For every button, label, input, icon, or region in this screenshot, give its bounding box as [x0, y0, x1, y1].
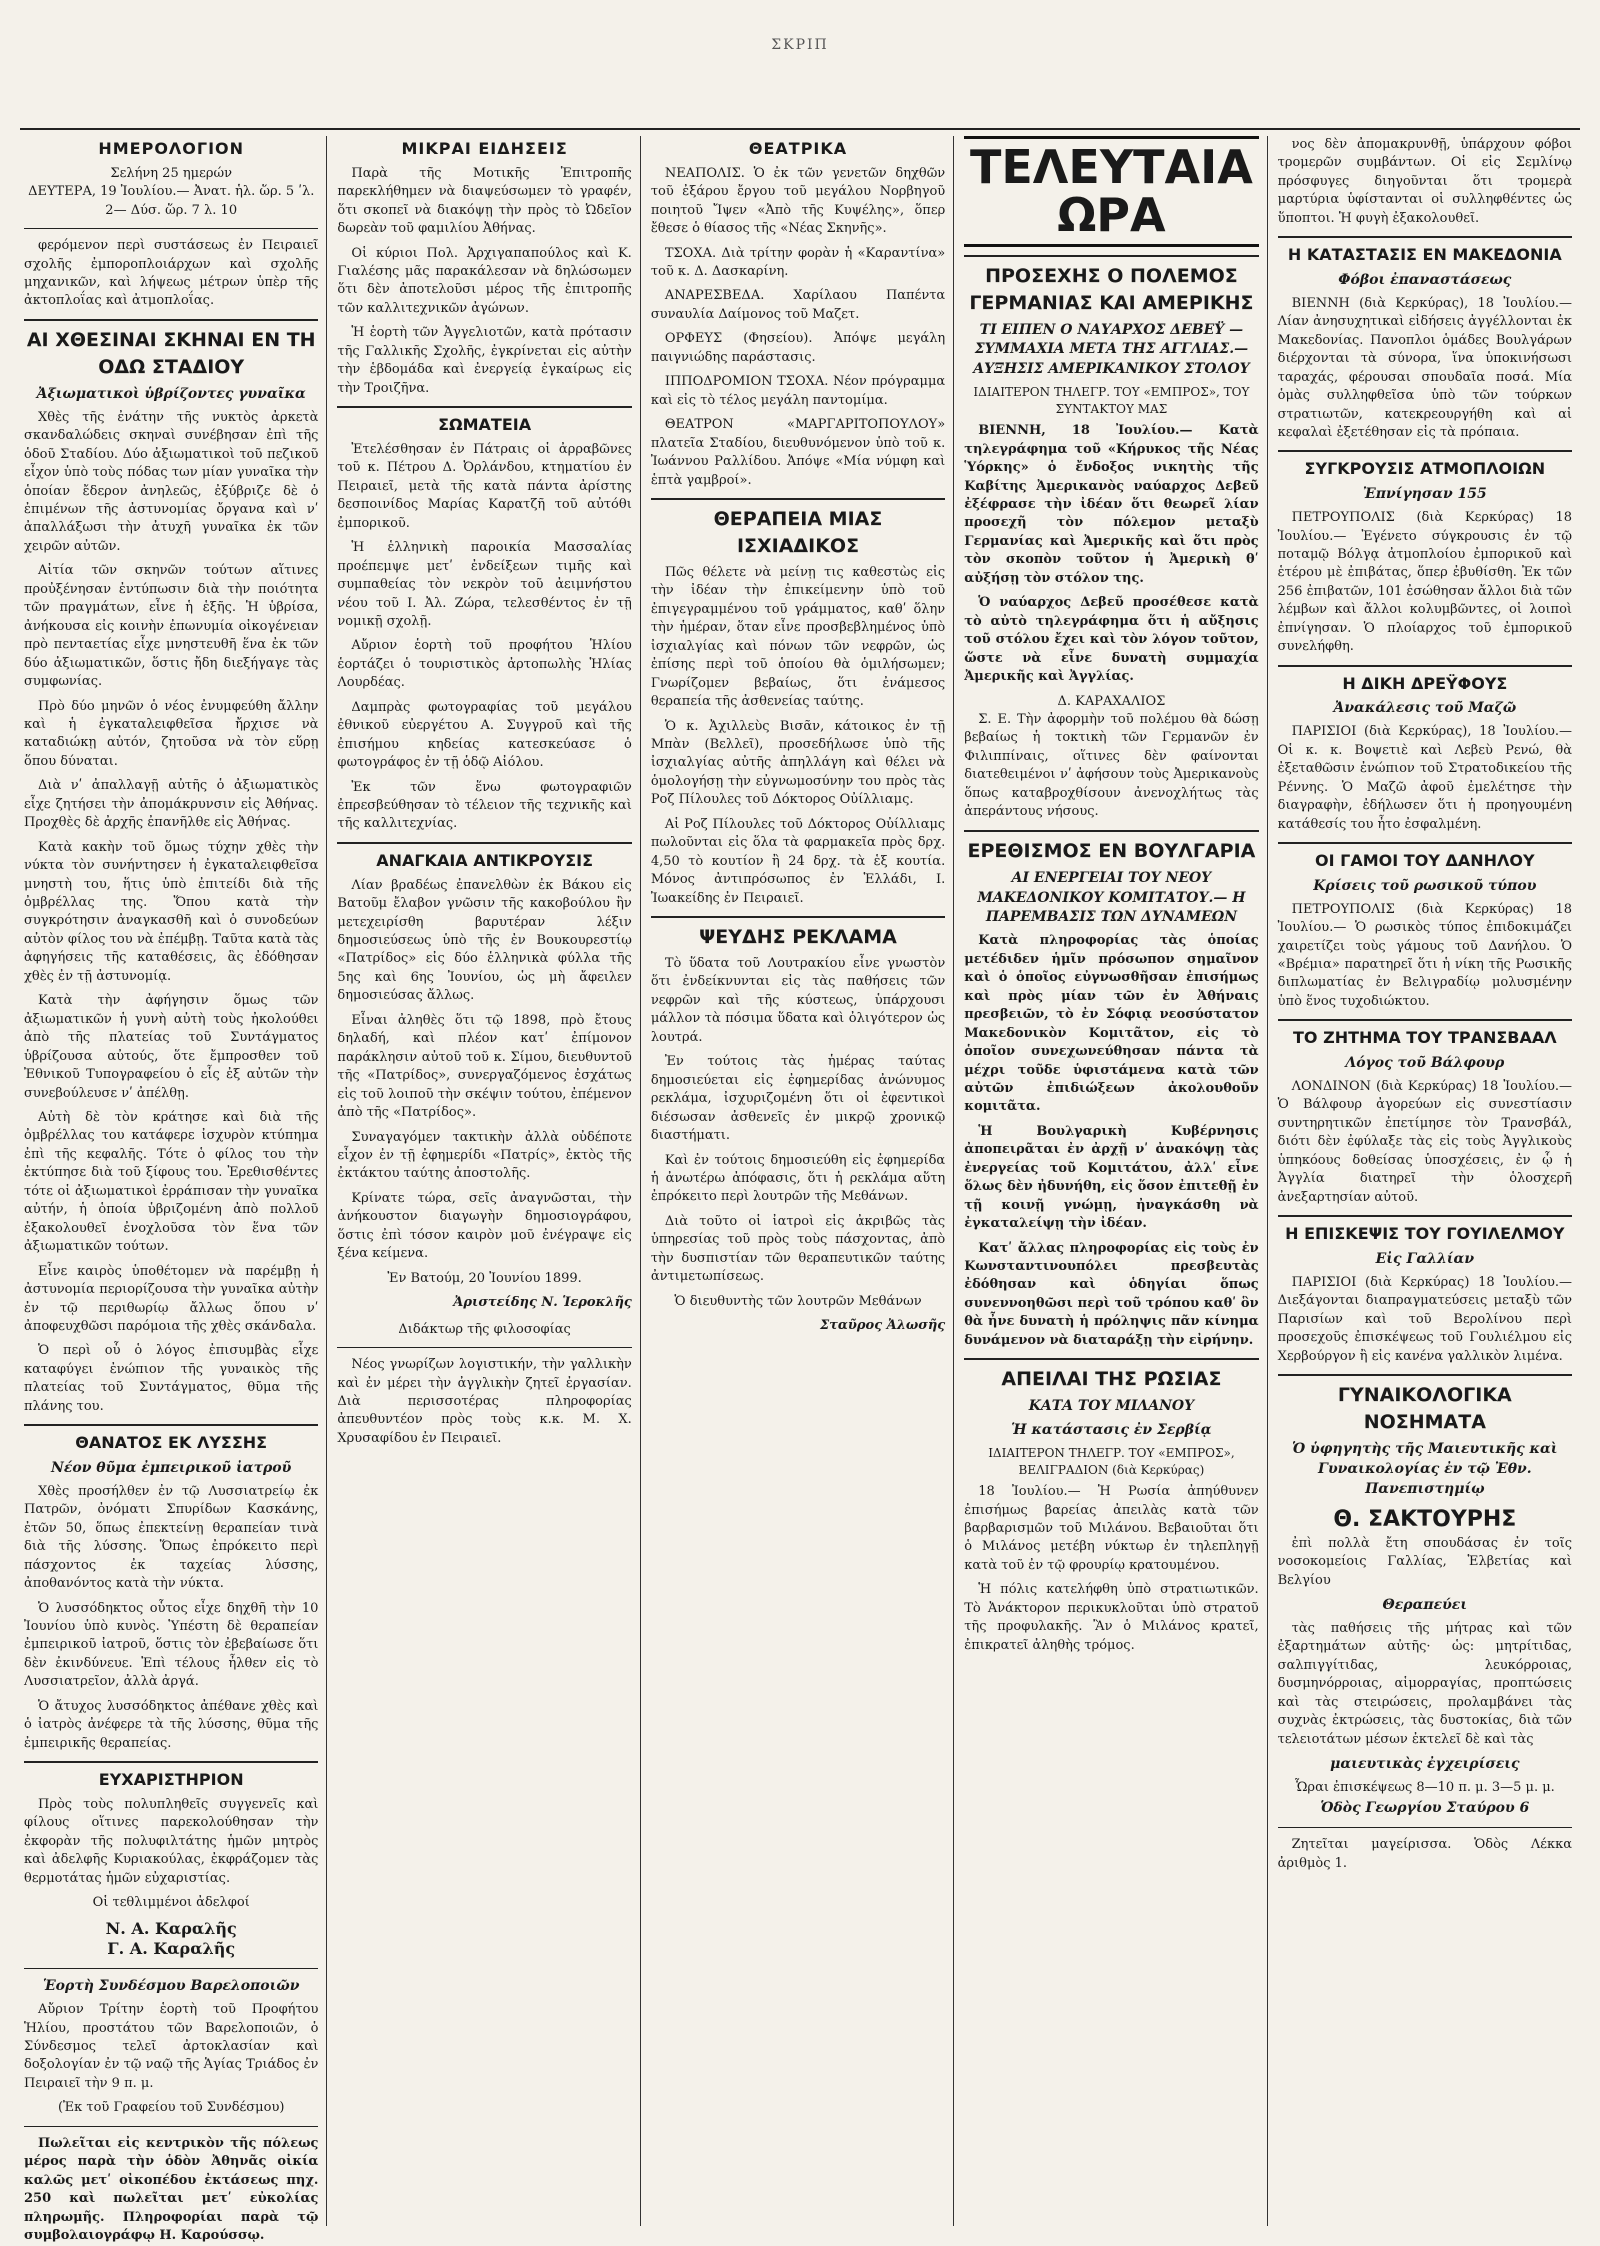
bulgaria-subtitle: ΑΙ ΕΝΕΡΓΕΙΑΙ ΤΟΥ ΝΕΟΥ ΜΑΚΕΔΟΝΙΚΟΥ ΚΟΜΙΤΑΤΟΥ.— Η ΠΑΡΕΜΒΑΣΙΣ ΤΩΝ ΔΥΝΑΜΕΩΝ [977, 869, 1246, 926]
news-item: Παρὰ τῆς Μοτικῆς Ἐπιτροπῆς παρεκλήθημεν νὰ διαψεύσωμεν τὸ γραφέν, ὅτι σκοπεῖ νὰ διακόψῃ τὴν πρὸς τὸ Ὠδεῖον δωρεὰν τοῦ φαμιλίου Ἀθήνας. [337, 165, 632, 237]
news-item: Ἐτελέσθησαν ἐν Πάτραις οἱ ἀρραβῶνες τοῦ κ. Πέτρου Δ. Ὀρλάνδου, κτηματίου ἐν Πειραιεῖ, μετὰ τῆς κατὰ πάντα ἀρίστης δεσποινίδος Μαρίας Καρατζῆ τοῦ αὐτόθι ἐμπορικοῦ. [337, 441, 632, 531]
russia-lead: Ἡ κατάστασις ἐν Σερβίᾳ [1011, 1422, 1212, 1439]
article-stadiou-title: ΑΙ ΧΘΕΣΙΝΑΙ ΣΚΗΝΑΙ ΕΝ ΤΗ ΟΔΩ ΣΤΑΔΙΟΥ [24, 319, 318, 381]
transvaal-title: ΤΟ ΖΗΤΗΜΑ ΤΟΥ ΤΡΑΝΣΒΑΑΛ [1278, 1019, 1572, 1050]
theatre-item: ΤΣΟΧΑ. Διὰ τρίτην φορὰν ἡ «Καραντίνα» τοῦ κ. Δ. Δασκαρίνη. [650, 245, 946, 279]
theatre-item: ΑΝΑΡΕΣΒΕΔΑ. Χαρίλαου Παπέντα συναυλία Δαίμονος τοῦ Μαζετ. [650, 288, 946, 322]
war-paragraph: Ὁ ναύαρχος Δεβεῦ προσέθεσε κατὰ τὸ αὐτὸ τηλεγράφημα ὅτι ἡ αὔξησις τοῦ στόλου ἔχει καὶ τὸν λόγον τοῦτον, ὥστε νὰ εἶνε δυνατὴ συμμαχία Ἀμερικῆς καὶ Ἀγγλίας. [964, 595, 1259, 685]
macedonia-subtitle: Φόβοι ἐπαναστάσεως [1338, 271, 1512, 288]
article-stadiou-subtitle: Ἀξιωματικοὶ ὑβρίζοντες γυναῖκα [36, 385, 306, 402]
divider [337, 1347, 631, 1348]
society-title: ΣΩΜΑΤΕΙΑ [337, 406, 631, 437]
article-paragraph: Πρὸ δύο μηνῶν ὁ νέος ἐνυμφεύθη ἄλλην καὶ ἡ ἐγκαταλειφθεῖσα ἤρχισε νὰ καταδιώκῃ αὐτόν, ζητοῦσα νὰ τὸν εὕρῃ ὅπου δύναται. [24, 698, 319, 769]
false-advert-paragraph: Ἐν τούτοις τὰς ἡμέρας ταύτας δημοσιεύεται εἰς ἐφημερίδας ἀνώνυμος ρεκλάμα, ἰσχυριζομένη ὅτι οἱ ἐφεντικοὶ διέσωσαν ἀσθενεῖς ἐν μικρῷ χρονικῷ διαστήματι. [650, 1054, 946, 1144]
news-item: Δαμπρὰς φωτογραφίας τοῦ μεγάλου ἐθνικοῦ εὐεργέτου Α. Συγγροῦ καὶ τῆς ἐπισήμου κηδείας κατεσκεύασε ὁ φωτογράφος ἐν τῇ ὁδῷ Αἰόλου. [337, 699, 632, 771]
article-rabies-subtitle: Νέον θῦμα ἐμπειρικοῦ ἰατροῦ [51, 1459, 292, 1476]
false-advert-paragraph: Καὶ ἐν τούτοις δημοσιεύθη εἰς ἐφημερίδα ἡ ἀνωτέρω ἀπόφασις, ὅτι ἡ ρεκλάμα αὕτη ἐπρόκειτο περὶ λουτρῶν τῆς Μεθάνων. [650, 1152, 946, 1205]
gynecology-ad-title: ΓΥΝΑΙΚΟΛΟΓΙΚΑ ΝΟΣΗΜΑΤΑ [1278, 1374, 1572, 1436]
theatre-item: ΙΠΠΟΔΡΟΜΙΟΝ ΤΣΟΧΑ. Νέον πρόγραμμα καὶ εἰς τὸ τέλος μεγάλη παντομίμα. [650, 374, 946, 408]
column-4 [964, 136, 1267, 2226]
russia-dateline: ΙΔΙΑΙΤΕΡΟΝ ΤΗΛΕΓΡ. ΤΟΥ «ΕΜΠΡΟΣ», ΒΕΛΙΓΡΑΔΙΟΝ (διὰ Κερκύρας) [988, 1446, 1235, 1478]
thanks-notice-names [24, 1919, 318, 1961]
rebuttal-paragraph: Κρίνατε τώρα, σεῖς ἀναγνῶσται, τὴν ἀνήκουστον διαγωγὴν δημοσιογράφου, ὅστις ἐπὶ τόσον καιρὸν μοῦ ἐνέγραψε εἰς ξένα κείμενα. [337, 1190, 632, 1262]
article-paragraph: Κατὰ κακὴν τοῦ ὅμως τύχην χθὲς τὴν νύκτα τὸν συνήντησεν ἡ ἐγκαταλειφθεῖσα μνηστὴ του, ἥτις ὑπὸ ἐπιτείδι διὰ τῆς ὀμβρέλλας της. Ὅπου κατὰ τὴν συγκρότησιν ἀναγκασθῆ καὶ ὁ συνοδεύων αὐτὸν φίλος του νὰ ἐπέμβῃ. Ταῦτα κατὰ τὰς ἀφηγήσεις τῆς καταθέσεις, ἃς ἐδόθησαν χθὲς ἐν τῇ ἀστυνομίᾳ. [24, 839, 319, 984]
gynecology-ad-list: τὰς παθήσεις τῆς μήτρας καὶ τῶν ἐξαρτημάτων αὐτῆς· ὡς: μητρίτιδας, σαλπιγγίτιδας, λευκόρροιας, δυσμηνόρροιας, αἱμορραγίας, προπτώσεις καὶ τὰς στειρώσεις, προλαμβάνει τὰς συχνὰς ἐκτρώσεις, τὰς δυστοκίας, διὰ τῶν τελειοτάτων μέσων ἐκτελεῖ δὲ καὶ τὰς [1277, 1620, 1573, 1747]
rebuttal-signature-role: Διδάκτωρ τῆς φιλοσοφίας [398, 1321, 571, 1337]
thanks-notice-text: Πρὸς τοὺς πολυπληθεῖς συγγενεῖς καὶ φίλους οἵτινες παρεκολούθησαν τὴν ἐκφορὰν τῆς πολυφιλτάτης ἡμῶν μητρὸς καὶ ἀδελφῆς Κυριακούλας, ἐκφράζομεν τὰς θερμοτάτας ἡμῶν εὐχαριστίας. [24, 1796, 319, 1886]
bulgaria-title: ΕΡΕΘΙΣΜΟΣ ΕΝ ΒΟΥΛΓΑΡΙΑ [964, 830, 1258, 865]
bulgaria-paragraph: Κατὰ πληροφορίας τὰς ὁποίας μετέδιδεν ἡμῖν πρόσωπον σημαῖνον καὶ ὁ ὁποῖος εὐγνωσθῆσαν ἐπισήμως καὶ πρὸς μίαν τῶν ἐν Ἀθήναις πρεσβειῶν, τὸ ἐν Σόφιᾳ νεοσύστατον Μακεδονικὸν Κομιτᾶτον, εἰς τὸ ὁποῖον συνεχωνεύθησαν πάντα τὰ μέχρι τοῦδε ὑφιστάμενα κατὰ τῶν αὐτῶν ἐπιδιώξεων ἀκολουθοῦν κομιτᾶτα. [964, 933, 1259, 1115]
news-item: Ἡ ἑλληνικὴ παροικία Μασσαλίας προέπεμψε μετʹ ἐνδείξεων τιμῆς καὶ συμπαθείας τὸν νεκρὸν τοῦ ἀειμνήστου νέου τοῦ Ι. Ἀλ. Ζώρα, τελεσθέντος ἐν τῇ νομικῇ σχολῇ. [337, 540, 632, 629]
news-item: Ἐκ τῶν ἕνω φωτογραφιῶν ἐπρεσβεύθησαν τὸ τέλειον τῆς τεχνικῆς καὶ τῆς καλλιτεχνίας. [337, 779, 632, 832]
wilhelm-subtitle: Εἰς Γαλλίαν [1375, 1250, 1475, 1267]
theatre-title: ΘΕΑΤΡΙΚΑ [748, 139, 848, 158]
article-paragraph: Κατὰ τὴν ἀφήγησιν ὅμως τῶν ἀξιωματικῶν ἡ γυνὴ αὐτὴ τοὺς ἠκολούθει ἀπὸ τῆς πλατείας τοῦ Συντάγματος ὑβρίζουσα αὐτούς, ὅτε ἔμπροσθεν τοῦ Ἐθνικοῦ Τυπογραφείου ὁ εἷς ἐξ αὐτῶν τὴν συνεβούλευσε νʹ ἀπέλθῃ. [24, 993, 319, 1101]
wilhelm-title: Η ΕΠΙΣΚΕΨΙΣ ΤΟΥ ΓΟΥΙΛΕΛΜΟΥ [1278, 1215, 1572, 1246]
article-paragraph: Χθὲς τῆς ἐνάτην τῆς νυκτὸς ἀρκετὰ σκανδαλώδεις σκηναὶ συνέβησαν ἐπὶ τῆς ὁδοῦ Σταδίου. Δύο ἀξιωματικοὶ τοῦ πεζικοῦ εἶχον ὑπὸ τοὺς πόδας των μίαν γυναῖκα τὴν ὁποίαν ἔδερον ἀνηλεῶς, ἐξύβριζε δὲ ὁ ἐπιμένων τῆς ἀστυνομίας ὄργανα καὶ νʹ ἀπαλλάξωσι τὴν ἀτυχῆ γυναῖκα ἐκ τῶν χειρῶν αὐτῶν. [24, 409, 319, 554]
war-title: ΠΡΟΣΕΧΗΣ Ο ΠΟΛΕΜΟΣ ΓΕΡΜΑΝΙΑΣ ΚΑΙ ΑΜΕΡΙΚΗΣ [964, 255, 1258, 317]
macedonia-paragraph: ΒΙΕΝΝΗ (διὰ Κερκύρας), 18 Ἰουλίου.— Λίαν ἀνησυχητικαὶ εἰδήσεις ἀγγέλλονται ἐκ Μακεδονίας. Πανοπλοι ὁμάδες Βουλγάρων διέρχονται τὰ σύνορα, ἵνα ὑποκινήσωσι ταραχάς, φέρουσαι σπουδαῖα ποσά. Μία ὁμὰς συλληφθεῖσα ὑπὸ τῶν τούρκων στρατιωτῶν, κατεκρεουργήθη καὶ αἱ κεφαλαὶ ἐξετέθησαν εἰς τὰ πρόπαια. [1277, 295, 1573, 441]
russia-paragraph: 18 Ἰουλίου.— Ἡ Ρωσία ἀπηύθυνεν ἐπισήμως βαρείας ἀπειλὰς κατὰ τῶν βαρβαρισμῶν τοῦ Μιλάνου. Βεβαιοῦται ὅτι ὁ Μιλάνος μετέβη νύκτωρ ἐν τηλεπληγῇ κατὰ τοῦ ἐν τῷ φρουρίῳ κρατουμένου. [964, 1484, 1259, 1573]
sciatica-title: ΘΕΡΑΠΕΙΑ ΜΙΑΣ ΙΣΧΙΑΔΙΚΟΣ [651, 498, 945, 560]
gynecology-ad-subtitle: Ὁ ὑφηγητὴς τῆς Μαιευτικῆς καὶ Γυναικολογίας ἐν τῷ Ἐθν. Πανεπιστημίῳ [1292, 1440, 1558, 1497]
signatory-name: Ν. Α. Καραλῆς [105, 1918, 237, 1938]
macedonia-title: Η ΚΑΤΑΣΤΑΣΙΣ ΕΝ ΜΑΚΕΔΟΝΙΑ [1278, 236, 1572, 267]
collision-title: ΣΥΓΚΡΟΥΣΙΣ ΑΤΜΟΠΛΟΙΩΝ [1278, 450, 1572, 481]
theatre-item: ΟΡΦΕΥΣ (Φησείου). Ἀπόψε μεγάλη παιγνιώδης παράστασις. [650, 331, 946, 365]
newspaper-columns [24, 136, 1580, 2244]
gynecology-ad-surgery: μαιευτικὰς ἐγχειρίσεις [1330, 1756, 1520, 1773]
false-advert-signature: Σταῦρος Ἀλωσῆς [819, 1318, 946, 1334]
almanac-text: φερόμενον περὶ συστάσεως ἐν Πειραιεῖ σχολῆς ἐμποροπλοιάρχων καὶ σχολῆς μηχανικῶν, καὶ λήψεως μέτρων ὑπὲρ τῆς ἀκτοπλοΐας καὶ ἀτμοπλοΐας. [24, 238, 319, 309]
news-item: Αὔριον ἑορτὴ τοῦ προφήτου Ἡλίου ἑορτάζει ὁ τουριστικὸς ἀρτοπωλὴς Ἡλίας Λουρδέας. [337, 638, 632, 691]
war-editor-note: Σ. Ε. Τὴν ἀφορμὴν τοῦ πολέμου θὰ δώσῃ βεβαίως ἡ τοκτικὴ τῶν Γερμανῶν ἐν Φιλιππίναις, οἵτινες δὲν φαίνονται διατεθειμένοι νʹ ἀφήσουν τοὺς Ἀμερικανοὺς ὅπως καταβροχθίσουν ἀνενοχλήτως τὰς ἀπεράντους νήσους. [964, 712, 1259, 820]
signatory-name: Γ. Α. Καραλῆς [107, 1939, 236, 1959]
false-advert-title: ΨΕΥΔΗΣ ΡΕΚΛΑΜΑ [651, 916, 945, 951]
gynecology-ad-treats: Θεραπεύει [1382, 1597, 1468, 1614]
almanac-line-1: Σελήνη 25 ημερών [110, 165, 232, 181]
rebuttal-title: ΑΝΑΓΚΑΙΑ ΑΝΤΙΚΡΟΥΣΙΣ [337, 842, 631, 873]
cook-wanted-ad: Ζητεῖται μαγείρισσα. Ὁδὸς Λέκκα ἀριθμὸς 1. [1277, 1837, 1573, 1871]
news-item: Ἡ ἑορτὴ τῶν Ἀγγελιοτῶν, κατὰ πρότασιν τῆς Γαλλικῆς Σχολῆς, ἐγκρίνεται εἰς αὐτὴν τὴν ἑβδομάδα καὶ ἐνεργείᾳ ἐγκαίρως εἰς τὴν Τροιζῆνα. [337, 325, 632, 396]
dreyfus-title: Η ΔΙΚΗ ΔΡΕΫΦΟΥΣ [1278, 665, 1572, 696]
danilo-title: ΟΙ ΓΑΜΟΙ ΤΟΥ ΔΑΝΗΛΟΥ [1278, 842, 1572, 873]
short-news-title: ΜΙΚΡΑΙ ΕΙΔΗΣΕΙΣ [401, 139, 568, 158]
gynecology-ad-hours: Ὧραι ἐπισκέψεως 8—10 π. μ. 3—5 μ. μ. [1294, 1780, 1555, 1796]
transvaal-paragraph: ΛΟΝΔΙΝΟΝ (διὰ Κερκύρας) 18 Ἰουλίου.— Ὁ Βάλφουρ ἀγορεύων εἰς συνεστίασιν συντηρητικῶν ἐπετίμησε τὸν Τρανσβάλ, διότι δὲν ἐφύλαξε τὰς εἰς τοὺς Ἀγγλικοὺς ὑπηκόους δοθείσας ὑποσχέσεις, ἐν ᾧ ἡ Ἀγγλία διατηρεῖ τὴν ὁλοσχερῆ ἀνεξαρτησίαν αὐτοῦ. [1277, 1078, 1573, 1205]
continued-text: νος δὲν ἀπομακρυνθῇ, ὑπάρχουν φόβοι τρομερῶν συμβάντων. Οἱ εἰς Σεμλίνῳ πρόσφυγες διηγοῦνται ὅτι τρομερὰ μαρτύρια ὑφίστανται οἱ συλληφθέντες ὡς ὕποπτοι. Ἡ φυγὴ ἐξακολουθεῖ. [1277, 137, 1573, 226]
rebuttal-paragraph: Συναγαγόμεν τακτικὴν ἀλλὰ οὐδέποτε εἶχον ἐν τῇ ἐφημερίδι «Πατρίς», ἐκτὸς τῆς ἐκτάκτου ταύτης ἀποστολῆς. [337, 1129, 632, 1182]
russia-title: ΑΠΕΙΛΑΙ ΤΗΣ ΡΩΣΙΑΣ [964, 1358, 1258, 1393]
thanks-notice-title: ΕΥΧΑΡΙΣΤΗΡΙΟΝ [24, 1761, 318, 1792]
almanac-line-2: ΔΕΥΤΕΡΑ, 19 Ἰουλίου.— Ἀνατ. ἡλ. ὥρ. 5 ʹλ. 2— Δύσ. ὥρ. 7 λ. 10 [28, 184, 315, 218]
divider [24, 2126, 318, 2127]
danilo-paragraph: ΠΕΤΡΟΥΠΟΛΙΣ (διὰ Κερκύρας) 18 Ἰουλίου.— Ὁ ρωσικὸς τύπος ἐπιδοκιμάζει χαιρετίζει τοὺς γάμους τοῦ Δανήλου. Ὁ «Βρέμια» παρατηρεῖ ὅτι ἡ νίκη τῆς Ρωσικῆς διπλωματίας ἐν Βελιγραδίῳ μολυσμένην ὑπὸ ἕνος τυχοδιώκτου. [1277, 901, 1573, 1009]
bulgaria-paragraph: Κατʹ ἄλλας πληροφορίας εἰς τοὺς ἐν Κωνσταντινουπόλει πρεσβευτὰς ἐδόθησαν καὶ ὁδηγίαι ὅπως συνεννοηθῶσι περὶ τοῦ τρόπου καθʹ ὃν θὰ ἦνε δυνατὴ ἡ πρόληψις πᾶν κίνημα δυνάμενον νὰ διαταράξῃ τὴν εἰρήνην. [964, 1240, 1259, 1348]
war-subtitle: ΤΙ ΕΙΠΕΝ Ο ΝΑΥΑΡΧΟΣ ΔΕΒΕΫ — ΣΥΜΜΑΧΙΑ ΜΕΤΑ ΤΗΣ ΑΓΓΛΙΑΣ.— ΑΥΞΗΣΙΣ ΑΜΕΡΙΚΑΝΙΚΟΥ ΣΤΟΛΟΥ [973, 321, 1250, 378]
gynecology-ad-doctor: Θ. ΣΑΚΤΟΥΡΗΣ [1333, 1506, 1517, 1532]
divider [1278, 1827, 1572, 1828]
rebuttal-paragraph: Λίαν βραδέως ἐπανελθὼν ἐκ Βάκου εἰς Βατοῦμ ἔλαβον γνῶσιν τῆς κακοβούλου ἣν μετεχειρίσθη βαρυτέραν λέξιν δημοσιεύσεως ὑπὸ τῆς ἐν Βουκουρεστίῳ «Πατρίδος» εἰς δύο ἑλληνικὰ φύλλα τῆς 5ης καὶ 6ης Ἰουνίου, ὡς μὴ ἄφειλεν δημοσιεύσας ἄλλως. [337, 877, 632, 1004]
article-paragraph: Αὐτὴ δὲ τὸν κράτησε καὶ διὰ τῆς ὀμβρέλλας του κατάφερε ἰσχυρὸν κτύπημα ἐπὶ τῆς κεφαλῆς. Τότε ὁ φίλος του τὴν ἐκτύπησε διὰ τοῦ ξίφους του. Ἐρεθισθέντες τότε οἱ ἀξιωματικοὶ ἐρράπισαν τὴν γυναῖκα αὐτήν, ἡ ὁποία ὑβριζομένη ἀπὸ πολλοῦ ἐξακολουθεῖ ἐνοχλοῦσα τὸν ἕνα τῶν ἀξιωματικῶν τούτων. [24, 1110, 319, 1255]
rebuttal-paragraph: Εἶναι ἀληθὲς ὅτι τῷ 1898, πρὸ ἔτους δηλαδή, καὶ πλέον κατʹ ἐπίμονον παράκλησιν αὐτοῦ τοῦ κ. Σίμου, διευθυντοῦ τῆς «Πατρίδος», συνεργαζόμενος ἐσχάτως εἰς τοῦ λοιποῦ τὴν σκέψιν τούτου, ἐπέμενον ἀπὸ τῆς «Πατρίδος». [337, 1012, 632, 1121]
sciatica-paragraph: Ὁ κ. Ἀχιλλεὺς Βισᾶν, κάτοικος ἐν τῇ Μπὰν (Βελλεῖ), προσεδήλωσε ὑπὸ τῆς ἰσχιαλγίας αὐτῆς ἀπηλλάγη καὶ θέλει νὰ ὁμολογήσῃ τὴν εὐγνωμοσύνην του πρὸς τὰς Ροζ Πίλουλες τοῦ Δόκτορος Οὐίλλιαμς. [650, 718, 946, 808]
sciatica-paragraph: Αἱ Ροζ Πίλουλες τοῦ Δόκτορος Οὐίλλιαμς πωλοῦνται εἰς ὅλα τὰ φαρμακεῖα πρὸς δρχ. 4,50 τὸ κουτίον ἢ 24 δρχ. τὰ ἑξ κουτία. Μόνος ἀντιπρόσωπος ἐν Ἑλλάδι, Ι. Ἰωακείδης ἐν Πειραιεῖ. [650, 816, 946, 906]
article-paragraph: Ὁ περὶ οὗ ὁ λόγος ἐπισυμβὰς εἶχε καταφύγει ἐνώπιον τῆς γυναικὸς τῆς πλατείας τοῦ Συντάγματος, θῦμα τῆς πλάνης του. [24, 1343, 319, 1414]
danilo-subtitle: Κρίσεις τοῦ ρωσικοῦ τύπου [1313, 877, 1537, 894]
sciatica-paragraph: Πῶς θέλετε νὰ μείνῃ τις καθεστὼς εἰς τὴν ἰδέαν τὴν ἐπικείμενην ὑπὸ τοῦ ἐπιγεγραμμένου τοῦ γράμματος, καθʹ ὅλην τὴν ἡμέραν, ὅταν εἶνε προσβεβλημένος ὑπὸ ἰσχιαλγίας καὶ πόνων τῶν νεφρῶν, ὡς ἐπίσης περὶ τοῦ ὁποίου θὰ ὁμιλήσωμεν; Γνωρίζομεν βεβαίως, ὅτι ἐνάμεσος θεραπεία τῆς ἀσθενείας ταύτης. [650, 564, 946, 710]
dreyfus-paragraph: ΠΑΡΙΣΙΟΙ (διὰ Κερκύρας), 18 Ἰουλίου.— Οἱ κ. κ. Βοψετιὲ καὶ Λεβεὺ Ρενώ, θὰ ἐξεταθῶσιν ἐνώπιον τοῦ Στρατοδικείου τῆς Ρέννης. Ὁ Μαζῶ ἀφοῦ ἐμελέτησε τὴν διαγραφὴν, ἐδήλωσεν ὅτι ἡ προηγουμένη κατάθεσίς του ἦτο ἐσφαλμένη. [1277, 724, 1573, 832]
gynecology-ad-text: ἐπὶ πολλὰ ἔτη σπουδάσας ἐν τοῖς νοσοκομείοις Γαλλίας, Ἑλβετίας καὶ Βελγίου [1277, 1535, 1573, 1588]
job-seeker-ad: Νέος γνωρίζων λογιστικήν, τὴν γαλλικὴν καὶ ἐν μέρει τὴν ἀγγλικὴν ζητεῖ ἐργασίαν. Διὰ περισσοτέρας πληροφορίας ἀπευθυντέον πρὸς τοὺς κ.κ. Μ. Χ. Χρυσαφίδου ἐν Πειραιεῖ. [337, 1357, 632, 1446]
article-paragraph: Εἶνε καιρὸς ὑποθέτομεν νὰ παρέμβῃ ἡ ἀστυνομία περιορίζουσα τὴν γυναῖκα αὐτὴν ἐν τῷ περιθωρίῳ ἄλλως ὅπου νʹ ἀποφευχθῶσι παρόμοια τῆς χθὲς σκάνδαλα. [24, 1263, 319, 1334]
war-dateline: ΙΔΙΑΙΤΕΡΟΝ ΤΗΛΕΓΡ. ΤΟΥ «ΕΜΠΡΟΣ», ΤΟΥ ΣΥΝΤΑΚΤΟΥ ΜΑΣ [973, 385, 1250, 417]
false-advert-paragraph: Τὸ ὕδατα τοῦ Λουτρακίου εἶνε γνωστὸν ὅτι ἐνδείκνυνται εἰς τὰς παθήσεις τῶν νεφρῶν καὶ τῆς κύστεως, ὑπάρχουσι μάλλον τὰ πόσιμα ὕδατα καὶ ὀλιγότερον ὡς λουτρά. [650, 956, 946, 1045]
barrel-makers-text: Αὔριον Τρίτην ἑορτὴ τοῦ Προφήτου Ἡλίου, προστάτου τῶν Βαρελοποιῶν, ὁ Σύνδεσμος τελεῖ ἀρτοκλασίαν καὶ δοξολογίαν ἐν τῷ ναῷ τῆς Ἁγίας Τριάδος ἐν Πειραιεῖ τὴν 9 π. μ. [24, 2002, 319, 2091]
gynecology-ad-address: Ὁδὸς Γεωργίου Σταύρου 6 [1320, 1800, 1530, 1817]
transvaal-subtitle: Λόγος τοῦ Βάλφουρ [1345, 1055, 1505, 1072]
page-header-mark: ΣΚΡΙΠ [771, 37, 829, 53]
property-sale-ad: Πωλεῖται εἰς κεντρικὸν τῆς πόλεως μέρος παρὰ τὴν ὁδὸν Ἀθηνᾶς οἰκία καλῶς μετʹ οἰκοπέδου ἐκτάσεως πηχ. 250 καὶ πωλεῖται μετʹ εὐκολίας πληρωμῆς. Πληροφορίαι παρὰ τῷ συμβολαιογράφῳ Η. Καρούσσῳ. [24, 2135, 319, 2244]
wilhelm-paragraph: ΠΑΡΙΣΙΟΙ (διὰ Κερκύρας) 18 Ἰουλίου.— Διεξάγονται διαπραγματεύσεις μεταξὺ τῶν Παρισίων καὶ τοῦ Βερολίνου περὶ προσεχοῦς ἐπισκέψεως τοῦ Γουλιέλμου εἰς Χερβούργον ἢ εἰς κανένα γαλλικὸν λιμένα. [1277, 1274, 1573, 1364]
dreyfus-subtitle: Ἀνακάλεσις τοῦ Μαζῶ [1333, 700, 1517, 717]
rebuttal-date: Ἐν Βατούμ, 20 Ἰουνίου 1899. [387, 1270, 582, 1286]
theatre-item: ΝΕΑΠΟΛΙΣ. Ὁ ἐκ τῶν γενετῶν δηχθῶν τοῦ ἐξάρου ἔργου τοῦ μεγάλου Νορβηγοῦ ποιητοῦ Ἴψεν «Ἀπὸ τῆς Κυψέλης», ὅπερ ἔθεσε ὁ θίασος τῆς «Νέας Σκηνῆς». [650, 165, 946, 237]
false-advert-signoff: Ὁ διευθυντὴς τῶν λουτρῶν Μεθάνων [674, 1293, 922, 1309]
article-paragraph: Χθὲς προσήλθεν ἐν τῷ Λυσσιατρείῳ ἐκ Πατρῶν, ὀνόματι Σπυρίδων Κασκάνης, ἐτῶν 50, ὅπως ἐπεκτείνῃ θεραπείαν τινὰ διὰ τῆς λύσσης. Ὅπως ἐπρόκειτο περὶ πάσχοντος ἐκ ταχείας λύσσης, ἀποθανόντος κατὰ τὴν νύκτα. [24, 1483, 319, 1592]
collision-paragraph: ΠΕΤΡΟΥΠΟΛΙΣ (διὰ Κερκύρας) 18 Ἰουλίου.— Ἐγένετο σύγκρουσις ἐν τῷ ποταμῷ Βόλγᾳ ἀτμοπλοίου ἐμπορικοῦ καὶ ἑτέρου μὲ ἐπιβάτας, ὅπερ ἐβυθίσθη. Ἐκ τῶν 256 ἐπιβατῶν, 101 ἐσώθησαν ἄλλοι διὰ τῶν λέμβων καὶ ἄλλοι κολυμβῶντες, οἱ λοιποὶ ἐπνίγησαν. Ὁ πλοίαρχος τοῦ ἐμπορικοῦ συνελήφθη. [1277, 510, 1573, 655]
barrel-makers-title: Ἑορτὴ Συνδέσμου Βαρελοποιῶν [42, 1978, 300, 1995]
thanks-notice-signoff: Οἱ τεθλιμμένοι ἀδελφοί [92, 1895, 250, 1911]
article-rabies-title: ΘΑΝΑΤΟΣ ΕΚ ΛΥΣΣΗΣ [24, 1424, 318, 1455]
collision-subtitle: Ἐπνίγησαν 155 [1362, 486, 1487, 503]
article-paragraph: Διὰ νʹ ἀπαλλαγῇ αὐτῆς ὁ ἀξιωματικὸς εἶχε ζητήσει τὴν ἀπομάκρυνσιν εἰς Ἀθήνας. Προχθὲς δὲ ἀρχῆς ἐπανῆλθε εἰς Ἀθήνας. [24, 778, 319, 831]
column-2 [337, 136, 640, 2226]
column-5 [1278, 136, 1580, 2226]
top-rule [20, 128, 1580, 130]
russia-paragraph: Ἡ πόλις κατελήφθη ὑπὸ στρατιωτικῶν. Τὸ Ἀνάκτορον περικυκλοῦται ὑπὸ στρατοῦ τῆς προφυλακῆς. Ἂν ὁ Μιλάνος κρατεῖ, ἐπικρατεῖ ἀληθὴς τρόμος. [964, 1582, 1259, 1653]
almanac-title: ΗΜΕΡΟΛΟΓΙΟΝ [98, 139, 245, 158]
last-hour-banner: ΤΕΛΕΥΤΑΙΑ ΩΡΑ [964, 136, 1258, 247]
divider [24, 228, 318, 229]
barrel-makers-source: (Ἐκ τοῦ Γραφείου τοῦ Συνδέσμου) [57, 2100, 285, 2116]
column-1 [24, 136, 327, 2244]
false-advert-paragraph: Διὰ τοῦτο οἱ ἰατροὶ εἰς ἀκριβῶς τὰς ὑπηρεσίας τοῦ πρὸς τοὺς πάσχοντας, ἀπὸ τὴν δυσπιστίαν τῶν θεραπευτικῶν ταύτης ἀντιμετωπίσεως. [650, 1213, 946, 1285]
russia-subtitle: ΚΑΤΑ ΤΟΥ ΜΙΛΑΝΟΥ [1028, 1398, 1195, 1415]
article-paragraph: Ὁ ἄτυχος λυσσόδηκτος ἀπέθανε χθὲς καὶ ὁ ἰατρὸς ἀνέφερε τὰ τῆς λύσσης, θῦμα τῆς ἐμπειρικῆς θεραπείας. [24, 1698, 319, 1751]
theatre-item: ΘΕΑΤΡΟΝ «ΜΑΡΓΑΡΙΤΟΠΟΥΛΟΥ» πλατεῖα Σταδίου, διευθυνόμενον ὑπὸ τοῦ κ. Ἰωάννου Ραλλίδου. Ἀπόψε «Μία νύμφη καὶ ἑπτὰ γαμβροί». [650, 417, 946, 488]
war-signature: Δ. ΚΑΡΑΧΑΛΙΟΣ [1057, 693, 1166, 709]
divider [24, 1968, 318, 1969]
column-3 [651, 136, 954, 2226]
page-header [0, 0, 1600, 90]
article-paragraph: Ὁ λυσσόδηκτος οὗτος εἶχε δηχθῆ τὴν 10 Ἰουνίου ὑπὸ κυνὸς. Ὑπέστη δὲ θεραπείαν ἐμπειρικοῦ ἰατροῦ, ὅστις τὸν ἐβεβαίωσε ὅτι δὲν ἐκινδύνευε. Ἐπὶ τέλους ἦλθεν εἰς τὸ Λυσσιατρεῖον, ἀλλὰ ἀργά. [24, 1600, 319, 1690]
news-item: Οἱ κύριοι Πολ. Ἀρχιγαπαπούλος καὶ Κ. Γιαλέσης μᾶς παρακάλεσαν νὰ δηλώσωμεν ὅτι δὲν ἀποτελοῦσι μέρος τῆς ἐπιτροπῆς τῶν καλλιτεχνικῶν ἀγώνων. [337, 245, 632, 316]
article-paragraph: Αἰτία τῶν σκηνῶν τούτων αἵτινες προὐξένησαν ἐντύπωσιν διὰ τὴν ποιότητα τῶν πραγμάτων, εἶνε ἡ ἑξῆς. Ἡ ὑβρίσα, ἀνήκουσα εἰς κοινὴν ἐπωνυμία οἰκογένειαν πρὸ πενταετίας εἶχε μνηστευθῆ ἕνα ἐκ τῶν δύο ἀξιωματικῶν, ὅστις ἤδη διεξήγαγε τὰς συμφωνίας. [24, 563, 319, 690]
war-paragraph: ΒΙΕΝΝΗ, 18 Ἰουλίου.— Κατὰ τηλεγράφημα τοῦ «Κήρυκος τῆς Νέας Ὑόρκης» ὁ ἔνδοξος νικητὴς τῆς Καβίτης Ἀμερικανὸς ναύαρχος Δεβεῦ ἐξέφρασε τὴν ἰδέαν ὅτι θεωρεῖ λίαν προσεχῆ τὸν πόλεμον μεταξὺ Γερμανίας καὶ Ἀμερικῆς καὶ ὅτι πρὸς τὸν σκοπὸν τοῦτον ἡ Ἀμερικὴ θʹ αὐξήσῃ τὸν στόλον της. [964, 423, 1259, 586]
rebuttal-signature: Ἀριστείδης Ν. Ἱεροκλῆς [453, 1295, 632, 1311]
bulgaria-paragraph: Ἡ Βουλγαρικὴ Κυβέρνησις ἀποπειρᾶται ἐν ἀρχῇ νʹ ἀνακόψῃ τὰς ἐνεργείας τοῦ Κομιτάτου, ἀλλʹ εἶνε ὅλως δὲν ἠδυνήθη, εἰς ὅσον ἐπιτεθῇ ἐν τῇ κοινῇ γνώμῃ, ἠναγκάσθη νὰ ἐγκαταλείψῃ τὴν ἰδέαν. [964, 1123, 1259, 1232]
